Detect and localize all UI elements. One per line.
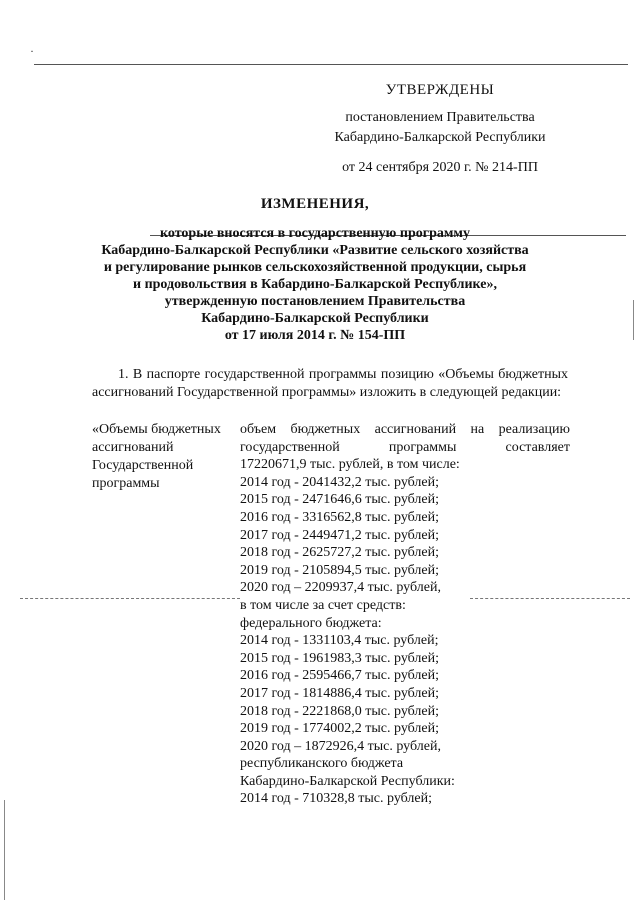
federal-year-line: 2017 год - 1814886,4 тыс. рублей; — [240, 685, 440, 701]
federal-year-line: 2019 год - 1774002,2 тыс. рублей; — [240, 721, 440, 737]
title-line: которые вносятся в государственную программу — [160, 226, 470, 241]
approval-line-1: постановлением Правительства — [345, 110, 535, 125]
total-year-line: 2016 год - 3316562,8 тыс. рублей; — [240, 509, 440, 525]
right-edge-line — [633, 300, 634, 340]
total-year-line: 2018 год - 2625727,2 тыс. рублей; — [240, 545, 440, 561]
label-line: программы — [92, 476, 160, 491]
federal-year-line: 2015 год - 1961983,3 тыс. рублей; — [240, 650, 440, 666]
total-year-line: 2020 год – 2209937,4 тыс. рублей, — [240, 580, 441, 596]
label-line: Государственной — [92, 458, 194, 473]
paragraph-1-text: 1. В паспорте государственной программы позицию «Объемы бюджетных ассигнований Государственной программы» изложить в следующей редакции: — [92, 367, 568, 400]
federal-heading: федерального бюджета: — [240, 615, 382, 631]
title-line: Кабардино-Балкарской Республики — [201, 311, 429, 326]
title-main: ИЗМЕНЕНИЯ, — [260, 196, 370, 212]
total-year-line: 2017 год - 2449471,2 тыс. рублей; — [240, 527, 440, 543]
federal-year-line: 2020 год – 1872926,4 тыс. рублей, — [240, 738, 441, 754]
scan-dash-line — [20, 598, 240, 599]
title-line: от 17 июля 2014 г. № 154-ПП — [224, 328, 406, 343]
budget-label — [92, 421, 234, 493]
budget-values — [240, 421, 570, 808]
scan-dot: · — [30, 44, 34, 58]
approval-line-2: Кабардино-Балкарской Республики — [334, 130, 546, 145]
left-edge-line — [4, 800, 5, 900]
approval-date: от 24 сентября 2020 г. № 214-ПП — [342, 160, 538, 175]
federal-year-line: 2014 год - 1331103,4 тыс. рублей; — [240, 633, 439, 649]
paragraph-1 — [92, 366, 568, 402]
intro-line: 17220671,9 тыс. рублей, в том числе: — [240, 457, 460, 473]
federal-year-line: 2018 год - 2221868,0 тыс. рублей; — [240, 703, 440, 719]
document-title — [70, 196, 560, 344]
label-line: ассигнований — [92, 440, 174, 455]
total-year-line: 2015 год - 2471646,6 тыс. рублей; — [240, 492, 440, 508]
intro-line: государственной программы составляет — [240, 439, 570, 455]
total-year-line: 2014 год - 2041432,2 тыс. рублей; — [240, 474, 440, 490]
federal-year-line: 2016 год - 2595466,7 тыс. рублей; — [240, 668, 440, 684]
label-line: «Объемы бюджетных — [92, 422, 221, 437]
title-line: Кабардино-Балкарской Республики «Развитие сельского хозяйства — [101, 243, 529, 258]
including-line: в том числе за счет средств: — [240, 597, 406, 613]
approval-block — [300, 80, 580, 178]
republic-heading: Кабардино-Балкарской Республики: — [240, 773, 455, 789]
total-year-line: 2019 год - 2105894,5 тыс. рублей; — [240, 562, 440, 578]
republic-year-line: 2014 год - 710328,8 тыс. рублей; — [240, 791, 433, 807]
approval-heading: УТВЕРЖДЕНЫ — [385, 82, 495, 98]
top-rule — [34, 64, 628, 65]
title-line: утвержденную постановлением Правительства — [164, 294, 466, 309]
title-line: и продовольствия в Кабардино-Балкарской Республике», — [133, 277, 497, 292]
intro-line: объем бюджетных ассигнований на реализацию — [240, 422, 570, 437]
title-line: и регулирование рынков сельскохозяйственной продукции, сырья — [103, 260, 527, 275]
republic-heading: республиканского бюджета — [240, 756, 404, 772]
